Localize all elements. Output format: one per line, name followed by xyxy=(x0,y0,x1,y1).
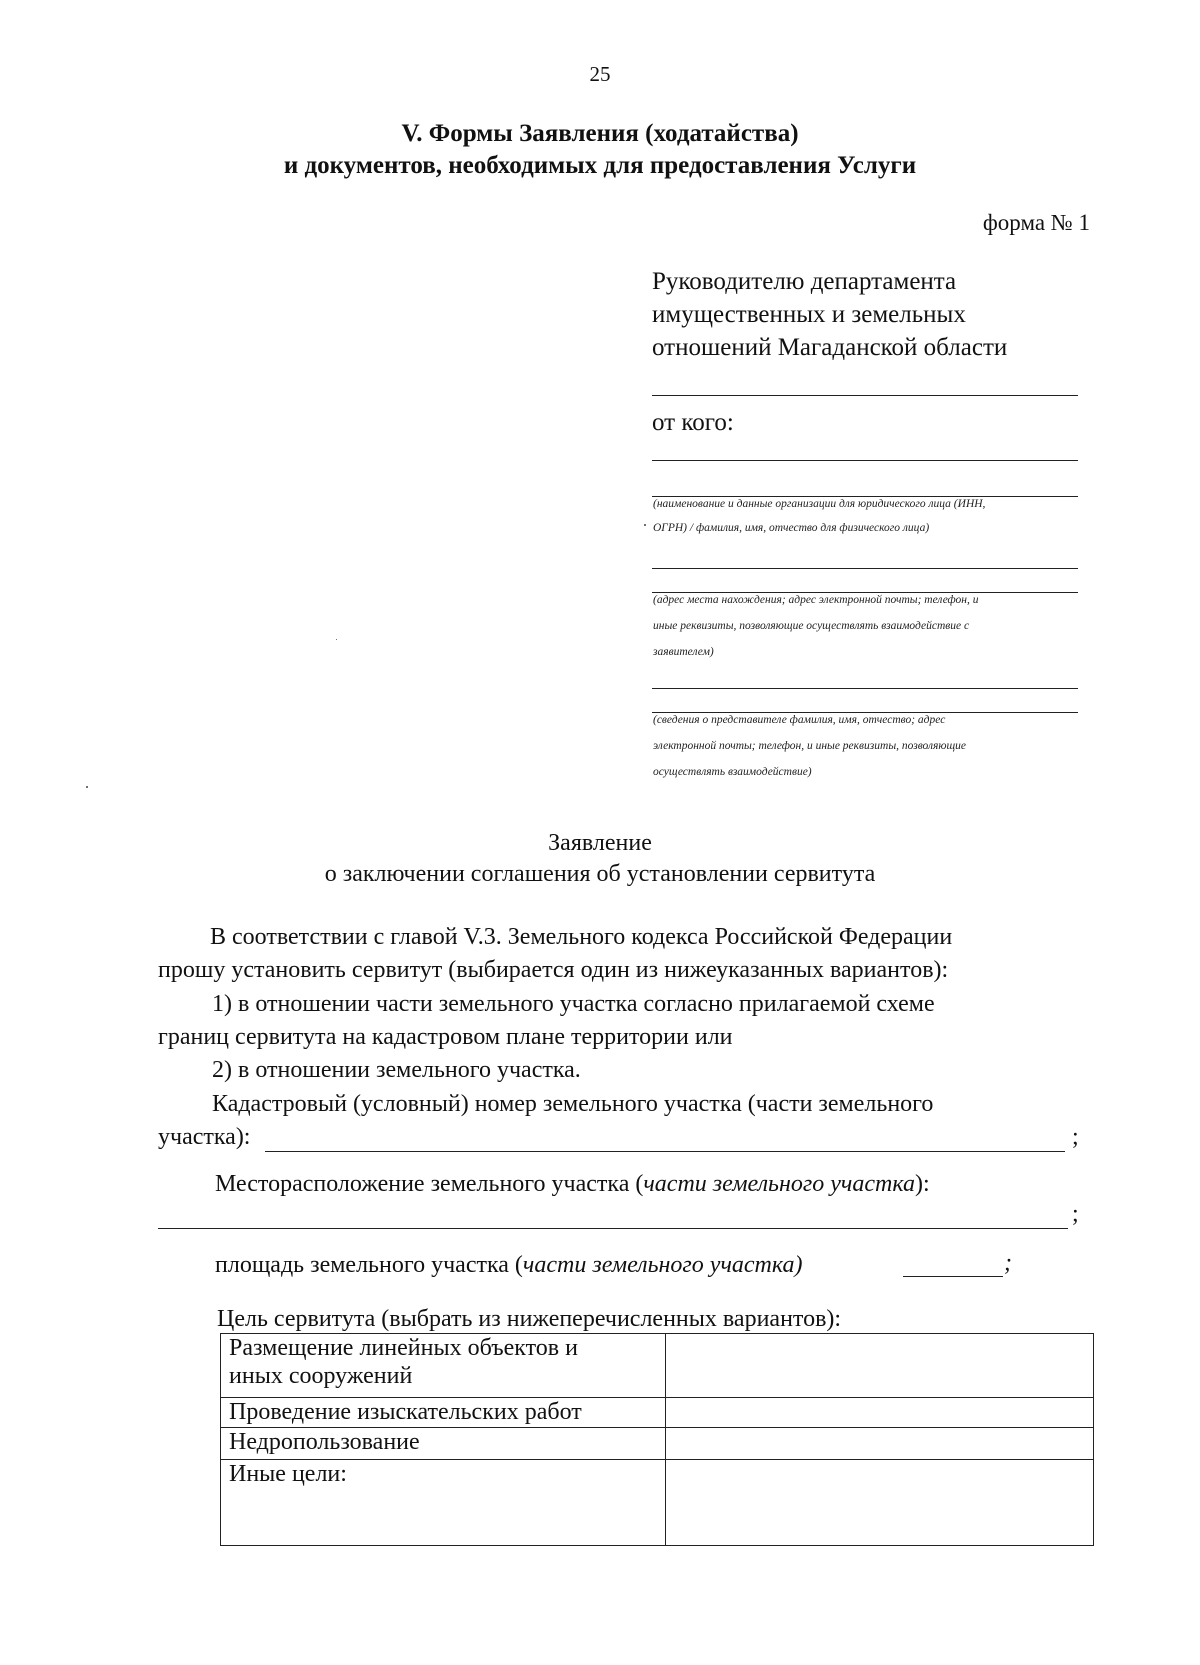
from-label: от кого: xyxy=(652,409,734,436)
purpose-option-label-continued: иных сооружений xyxy=(229,1363,413,1389)
addressee-line-3: отношений Магаданской области xyxy=(652,334,1008,361)
table-row xyxy=(221,1398,1094,1428)
purpose-label: Цель сервитута (выбрать из нижеперечисленных вариантов): xyxy=(217,1306,842,1332)
addressee-underline xyxy=(652,395,1078,396)
table-row xyxy=(221,1334,1094,1398)
cadastral-number-label-line-2: участка): xyxy=(158,1124,251,1150)
purpose-option-cell: Проведение изыскательских работ xyxy=(221,1398,666,1428)
purpose-mark-cell[interactable] xyxy=(666,1398,1094,1428)
table-row xyxy=(221,1428,1094,1460)
representative-field-line-1[interactable] xyxy=(652,688,1078,689)
area-label: площадь земельного участка (части земельного участка) xyxy=(215,1252,803,1278)
area-semicolon: ; xyxy=(1004,1250,1012,1276)
option-1-line-1: 1) в отношении части земельного участка согласно прилагаемой схеме xyxy=(212,991,935,1017)
body-paragraph-1-line-1: В соответствии с главой V.3. Земельного кодекса Российской Федерации xyxy=(210,924,953,950)
scan-speck xyxy=(336,639,337,640)
address-field-line-2[interactable] xyxy=(652,592,1078,593)
addressee-line-2: имущественных и земельных xyxy=(652,301,966,328)
table-row xyxy=(221,1460,1094,1546)
page-number: 25 xyxy=(589,62,611,86)
hint-address-line-2: иные реквизиты, позволяющие осуществлять взаимодействие с xyxy=(653,620,970,632)
form-number: форма № 1 xyxy=(982,210,1090,235)
purpose-mark-cell[interactable] xyxy=(666,1460,1094,1546)
hint-representative-line-3: осуществлять взаимодействие) xyxy=(653,766,812,778)
purpose-table xyxy=(220,1333,1094,1546)
purpose-mark-cell[interactable] xyxy=(666,1428,1094,1460)
purpose-option-cell xyxy=(221,1334,666,1398)
representative-field-line-2[interactable] xyxy=(652,712,1078,713)
section-heading-line-1: V. Формы Заявления (ходатайства) xyxy=(401,120,799,147)
cadastral-number-label-line-1: Кадастровый (условный) номер земельного участка (части земельного xyxy=(212,1091,934,1117)
cadastral-number-field-line[interactable] xyxy=(265,1151,1065,1152)
section-heading-line-2: и документов, необходимых для предоставления Услуги xyxy=(283,152,917,179)
from-field-line[interactable] xyxy=(652,460,1078,461)
scan-speck xyxy=(644,524,646,526)
cadastral-semicolon: ; xyxy=(1072,1124,1079,1150)
option-2: 2) в отношении земельного участка. xyxy=(212,1057,581,1083)
purpose-mark-cell[interactable] xyxy=(666,1334,1094,1398)
location-semicolon: ; xyxy=(1072,1201,1079,1227)
applicant-name-field-line[interactable] xyxy=(652,496,1078,497)
statement-title: Заявление xyxy=(548,830,652,856)
addressee-line-1: Руководителю департамента xyxy=(652,268,957,295)
hint-org-line-1: (наименование и данные организации для юридического лица (ИНН, xyxy=(653,498,986,510)
location-label: Месторасположение земельного участка (части земельного участка): xyxy=(215,1171,930,1197)
body-paragraph-1-line-2: прошу установить сервитут (выбирается один из нижеуказанных вариантов): xyxy=(158,957,949,983)
purpose-option-cell: Недропользование xyxy=(221,1428,666,1460)
hint-representative-line-1: (сведения о представителе фамилия, имя, отчество; адрес xyxy=(653,714,946,726)
hint-address-line-3: заявителем) xyxy=(653,646,714,658)
purpose-option-label: Размещение линейных объектов и xyxy=(229,1335,578,1361)
area-field-line[interactable] xyxy=(903,1276,1003,1277)
hint-org-line-2: ОГРН) / фамилия, имя, отчество для физического лица) xyxy=(653,522,930,534)
option-1-line-2: границ сервитута на кадастровом плане территории или xyxy=(158,1024,733,1050)
address-field-line-1[interactable] xyxy=(652,568,1078,569)
statement-subtitle: о заключении соглашения об установлении сервитута xyxy=(324,861,876,887)
purpose-option-cell: Иные цели: xyxy=(221,1460,666,1546)
hint-address-line-1: (адрес места нахождения; адрес электронной почты; телефон, и xyxy=(653,594,979,606)
hint-representative-line-2: электронной почты; телефон, и иные реквизиты, позволяющие xyxy=(653,740,966,752)
location-field-line[interactable] xyxy=(158,1228,1068,1229)
scan-speck xyxy=(86,786,88,788)
